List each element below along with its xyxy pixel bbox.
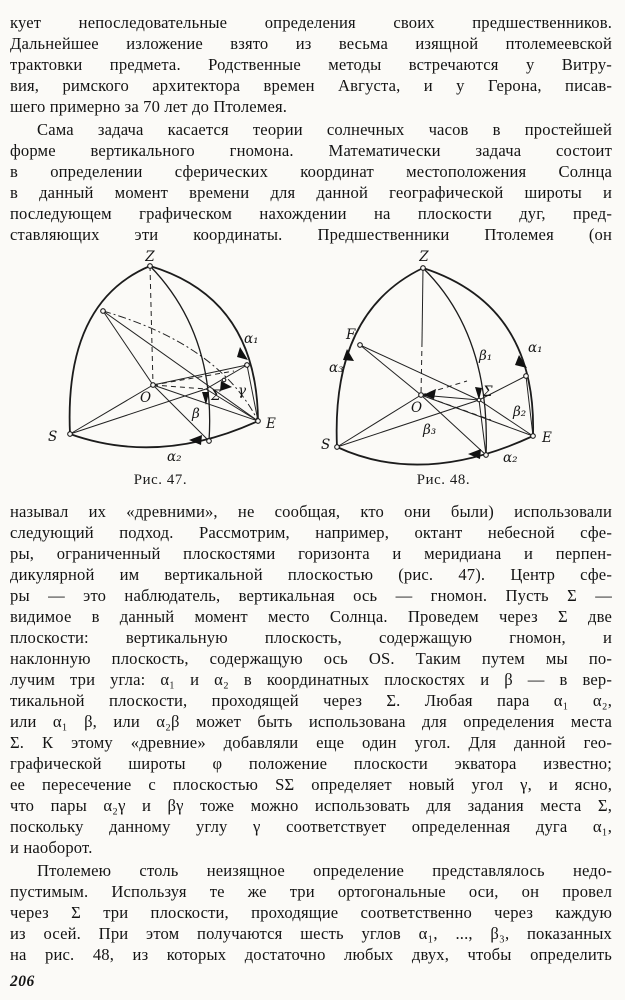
label-o: O <box>411 400 423 416</box>
figure-47-caption: Рис. 47. <box>133 472 188 488</box>
figure-48-caption: Рис. 48. <box>416 472 471 488</box>
figure-47-drawing <box>10 250 312 468</box>
text-line: видимое в данный момент место Солнца. Проведем через Σ две <box>10 607 612 626</box>
text-line: следующий подход. Рассмотрим, например, октант небесной сфе- <box>10 523 612 542</box>
label-alpha2: α₂ <box>503 450 518 466</box>
text-line: шего примерно за 70 лет до Птолемея. <box>10 97 288 116</box>
text-line: наклонную плоскость, содержащую ось OS. Таким путем мы по- <box>10 649 612 668</box>
text-line: Птолемею столь неизящное определение представлялось недо- <box>37 861 612 880</box>
label-alpha1: α₁ <box>528 340 543 356</box>
text-line: что пары α₂γ и βγ тоже можно использовать для задания места Σ, <box>10 796 612 815</box>
octant-arcs <box>70 266 258 447</box>
text-line: графической широты φ положение плоскости экватора известно; <box>10 754 612 773</box>
text-line: последующем графическом нахождении на плоскости дуг, пред- <box>10 204 612 223</box>
text-line: ры — это наблюдатель, вертикальная ось — гномон. Пусть Σ — <box>10 586 612 605</box>
paragraph-3 <box>10 501 612 858</box>
text-line: поскольку данному углу γ соответствует определенная дуга α₁, <box>10 817 612 836</box>
label-z: Z <box>419 250 429 265</box>
text-line: пустимым. Используя те же три ортогональные оси, он провел <box>10 882 612 901</box>
label-f: F <box>346 327 356 343</box>
label-beta2: β₂ <box>513 404 527 420</box>
paragraph-1 <box>10 12 612 117</box>
label-sigma: Σ <box>483 384 493 400</box>
label-gamma: γ <box>238 383 247 399</box>
paragraph-2 <box>10 119 612 245</box>
label-sigma: Σ <box>211 388 221 404</box>
text-line: плоскости: вертикальную плоскость, содержащую гномон, и <box>10 628 612 647</box>
label-o: O <box>140 390 152 406</box>
text-line: Сама задача касается теории солнечных часов в простейшей <box>37 120 612 139</box>
figure-48-drawing <box>311 250 613 468</box>
label-s: S <box>321 437 331 453</box>
text-line: через Σ три плоскости, проходящие соответственно через каждую <box>10 903 612 922</box>
text-line: в данный момент времени для данной географической широты и <box>10 183 612 202</box>
text-line: трактовки предмета. Родственные методы встречаются у Витру- <box>10 55 612 74</box>
label-alpha3: α₃ <box>329 360 344 376</box>
text-line: ставляющих эти координаты. Предшественники Птолемея (он <box>10 225 612 244</box>
page-number: 206 <box>10 973 35 990</box>
text-line: форме вертикального гномона. Математически задача состоит <box>10 141 612 160</box>
text-line: на рис. 48, из которых достаточно любых двух, чтобы определить <box>10 945 612 964</box>
paragraph-3-lines <box>10 501 612 837</box>
text-line: дикулярной им вертикальной плоскостью (рис. 47). Центр сфе- <box>10 565 612 584</box>
vertex-points <box>68 264 261 444</box>
text-line: Дальнейшее изложение взято из весьма изящной птолемеевской <box>10 34 612 53</box>
label-alpha1: α₁ <box>244 331 259 347</box>
construction-lines <box>70 266 258 441</box>
paragraph-1-lines <box>10 12 612 96</box>
page-content <box>10 12 612 965</box>
text-line: из осей. При этом получаются шесть углов α₁, ..., β₃, показанных <box>10 924 612 943</box>
paragraph-2-lines <box>10 119 612 245</box>
figure-48 <box>311 250 612 496</box>
label-beta1: β₁ <box>479 348 493 364</box>
label-e: E <box>542 430 552 446</box>
text-line: и наоборот. <box>10 838 93 857</box>
text-line: Σ. К этому «древние» добавляли еще один угол. Для данной гео- <box>10 733 612 752</box>
label-beta3: β₃ <box>423 422 437 438</box>
figure-47 <box>10 250 311 496</box>
text-line: в определении сферических координат местоположения Солнца <box>10 162 612 181</box>
text-line: или α₁ β, или α₂β может быть использована для определения места <box>10 712 612 731</box>
text-line: ры, ограниченный плоскостями горизонта и меридиана и перпен- <box>10 544 612 563</box>
paragraph-4-lines <box>10 860 612 965</box>
text-line: ее пересечение с плоскостью SΣ определяет новый угол γ, и ясно, <box>10 775 612 794</box>
figures-row <box>10 250 612 496</box>
label-beta: β <box>192 406 200 422</box>
label-z: Z <box>145 250 155 265</box>
text-line: называл их «древними», не сообщая, кто они были) использовали <box>10 502 612 521</box>
label-s: S <box>48 429 58 445</box>
text-line: лучим три угла: α₁ и α₂ в координатных плоскостях и β — в вер- <box>10 670 612 689</box>
text-line: кует непоследовательные определения своих предшественников. <box>10 13 612 32</box>
paragraph-4 <box>10 860 612 965</box>
text-line: тикальной плоскости, проходящей через Σ. Любая пара α₁ α₂, <box>10 691 612 710</box>
angle-arrows <box>343 349 527 459</box>
label-alpha2: α₂ <box>167 449 182 465</box>
label-e: E <box>266 416 276 432</box>
text-line: вия, римского архитектора времен Августа, и у Герона, писав- <box>10 76 612 95</box>
